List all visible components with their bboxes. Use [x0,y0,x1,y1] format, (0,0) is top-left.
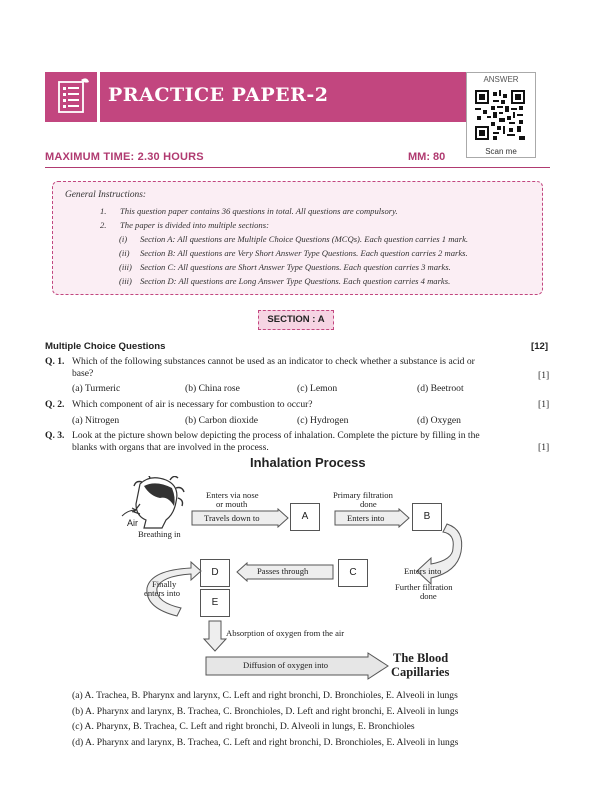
question-text: Which of the following substances cannot be used as an indicator to check whether a substance is acid or [72,356,475,367]
page-title: PRACTICE PAPER-2 [108,84,329,106]
qr-code-icon[interactable] [475,90,525,140]
section-heading: Multiple Choice Questions [45,341,166,352]
section-badge: SECTION : A [258,310,334,330]
qr-scan-label: Scan me [485,147,517,156]
travels-down-label: Travels down to [204,513,260,523]
blood-capillaries-label: Capillaries [391,665,450,679]
instruction-sub-text: Section A: All questions are Multiple Choice Questions (MCQs). Each question carries 1 mark. [140,234,469,244]
further-filtration-label: done [420,591,437,601]
air-label: Air [127,518,138,528]
option-c[interactable]: (c) Hydrogen [297,415,349,426]
instruction-sub-num: (iii) [119,262,132,272]
enters-via-label: Enters via nose [206,490,259,500]
instructions-heading: General Instructions: [65,190,146,200]
finally-enters-label: Finally [152,579,177,589]
question-text: blanks with organs that are involved in the process. [72,442,269,453]
blank-box-b[interactable]: B [412,503,442,531]
option-b[interactable]: (b) A. Pharynx and larynx, B. Trachea, C. Bronchioles, D. Left and right bronchi, E. Alveoli in lungs [72,706,459,717]
absorption-label: Absorption of oxygen from the air [226,628,345,638]
question-number: Q. 2. [45,399,65,410]
instruction-sub-text: Section B: All questions are Very Short Answer Type Questions. Each question carries 2 marks. [140,248,468,258]
instruction-sub-num: (ii) [119,248,130,258]
instruction-text: This question paper contains 36 questions in total. All questions are compulsory. [120,206,398,216]
instruction-num: 1. [100,206,107,216]
option-b[interactable]: (b) Carbon dioxide [185,415,259,426]
question-mark: [1] [538,442,550,453]
question-mark: [1] [538,399,550,410]
instruction-sub-text: Section C: All questions are Short Answer Type Questions. Each question carries 3 marks. [140,262,451,272]
header-divider [45,167,550,168]
option-d[interactable]: (d) A. Pharynx and larynx, B. Trachea, C. Left and right bronchi, D. Bronchioles, E. Alveoli in lungs [72,737,459,748]
finally-enters-label: enters into [144,588,181,598]
passes-through-label: Passes through [257,566,309,576]
enters-into-label: Enters into [347,513,385,523]
option-a[interactable]: (a) Turmeric [72,383,121,394]
question-number: Q. 1. [45,356,65,367]
instruction-sub-num: (iii) [119,276,132,286]
document-list-icon [45,72,97,122]
question-text: Which component of air is necessary for combustion to occur? [72,399,313,410]
question-text: Look at the picture shown below depicting the process of inhalation. Complete the picture by filling in the [72,430,480,441]
enters-into-label-2: Enters into [404,566,442,576]
question-mark: [1] [538,370,550,381]
instruction-text: The paper is divided into multiple sections: [120,220,269,230]
blank-box-e[interactable]: E [200,589,230,617]
option-d[interactable]: (d) Beetroot [417,383,464,394]
primary-filtration-label: done [360,499,377,509]
max-time: MAXIMUM TIME: 2.30 HOURS [45,151,204,163]
enters-via-label: or mouth [216,499,248,509]
instruction-sub-num: (i) [119,234,128,244]
option-b[interactable]: (b) China rose [185,383,240,394]
option-d[interactable]: (d) Oxygen [417,415,461,426]
instruction-num: 2. [100,220,107,230]
header-icon-box [45,72,97,122]
section-marks: [12] [531,341,549,352]
option-a[interactable]: (a) A. Trachea, B. Pharynx and larynx, C. Left and right bronchi, D. Bronchioles, E. Alveoli in lungs [72,690,458,701]
curved-arrow-down [395,522,467,586]
blank-box-c[interactable]: C [338,559,368,587]
question-text: base? [72,368,94,379]
blank-box-a[interactable]: A [290,503,320,531]
diffusion-label: Diffusion of oxygen into [243,660,329,670]
primary-filtration-label: Primary filtration [333,490,393,500]
blank-box-d[interactable]: D [200,559,230,587]
blood-capillaries-label: The Blood [393,651,449,665]
instruction-sub-text: Section D: All questions are Long Answer Type Questions. Each question carries 4 marks. [140,276,451,286]
option-c[interactable]: (c) A. Pharynx, B. Trachea, C. Left and right bronchi, D. Alveoli in lungs, E. Bronchioles [72,721,415,732]
arrow-down-absorption [202,620,228,652]
further-filtration-label: Further filtration [395,582,453,592]
max-marks: MM: 80 [408,151,446,163]
diagram-title: Inhalation Process [250,455,366,470]
option-a[interactable]: (a) Nitrogen [72,415,120,426]
question-number: Q. 3. [45,430,65,441]
breathing-in-label: Breathing in [138,529,181,539]
option-c[interactable]: (c) Lemon [297,383,338,394]
qr-answer-label: ANSWER [483,75,519,84]
